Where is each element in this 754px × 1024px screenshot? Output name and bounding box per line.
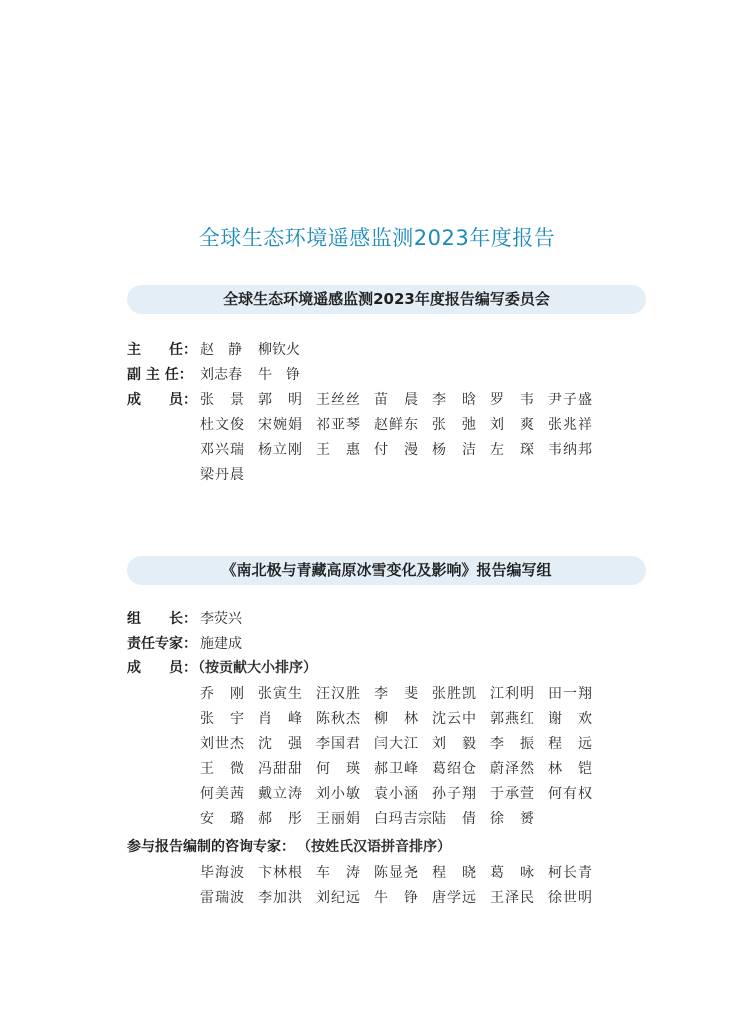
vice-director-label: 副 主 任： <box>127 367 193 383</box>
name: 闫大江 <box>374 736 418 752</box>
name: 陆 倩 <box>432 811 476 827</box>
name: 张 弛 <box>432 417 476 433</box>
name: 于承萱 <box>490 786 534 802</box>
name: 郭 明 <box>258 392 302 408</box>
name: 刘小敏 <box>316 786 360 802</box>
name: 柳钦火 <box>258 342 300 358</box>
name: 牛 铮 <box>374 890 418 906</box>
name: 赵 静 <box>200 342 242 358</box>
name: 李加洪 <box>258 890 302 906</box>
consultants-sort-note: （按姓氏汉语拼音排序） <box>297 839 451 855</box>
name: 田一翔 <box>548 686 592 702</box>
expert-label: 责任专家： <box>127 636 197 652</box>
name: 刘志春 <box>200 367 242 383</box>
name: 何 瑛 <box>316 761 360 777</box>
consultants-label: 参与报告编制的咨询专家： <box>127 839 295 855</box>
name: 程 远 <box>548 736 592 752</box>
name: 张寅生 <box>258 686 302 702</box>
name: 何有权 <box>548 786 592 802</box>
leader-name: 李荧兴 <box>200 611 242 627</box>
director-label: 主 任： <box>127 342 197 358</box>
name: 郝卫峰 <box>374 761 418 777</box>
name: 林 铠 <box>548 761 592 777</box>
name: 沈云中 <box>432 711 476 727</box>
name: 柳 林 <box>374 711 418 727</box>
name: 乔 刚 <box>200 686 244 702</box>
name: 王丽娟 <box>316 811 360 827</box>
members-label: 成 员： <box>127 392 197 408</box>
name: 谢 欢 <box>548 711 592 727</box>
name: 刘世杰 <box>200 736 244 752</box>
name: 张兆祥 <box>548 417 592 433</box>
name: 付 漫 <box>374 442 418 458</box>
name: 徐 赟 <box>490 811 534 827</box>
name: 牛 铮 <box>258 367 300 383</box>
name: 李国君 <box>316 736 360 752</box>
name: 安 璐 <box>200 811 244 827</box>
name: 程 晓 <box>432 865 476 881</box>
name: 刘纪远 <box>316 890 360 906</box>
name: 孙子翔 <box>432 786 476 802</box>
name: 葛绍仓 <box>432 761 476 777</box>
name: 王 微 <box>200 761 244 777</box>
name: 罗 韦 <box>490 392 534 408</box>
name: 苗 晨 <box>374 392 418 408</box>
name: 雷瑞波 <box>200 890 244 906</box>
name: 宋婉娟 <box>258 417 302 433</box>
name: 王泽民 <box>490 890 534 906</box>
name: 刘 爽 <box>490 417 534 433</box>
name: 张胜凯 <box>432 686 476 702</box>
name: 沈 强 <box>258 736 302 752</box>
name: 陈显尧 <box>374 865 418 881</box>
members-sort-note: （按贡献大小排序） <box>191 660 317 676</box>
name: 赵鲜东 <box>374 417 418 433</box>
group-heading: 《南北极与青藏高原冰雪变化及影响》报告编写组 <box>127 556 646 585</box>
name: 杨 洁 <box>432 442 476 458</box>
name: 何美茜 <box>200 786 244 802</box>
name: 葛 咏 <box>490 865 534 881</box>
name: 汪汉胜 <box>316 686 360 702</box>
name: 蔚泽然 <box>490 761 534 777</box>
name: 袁小涵 <box>374 786 418 802</box>
name: 韦纳邦 <box>548 442 592 458</box>
members-label: 成 员： <box>127 660 197 676</box>
name: 江利明 <box>490 686 534 702</box>
name: 徐世明 <box>548 890 592 906</box>
name: 刘 毅 <box>432 736 476 752</box>
name: 白玛吉宗 <box>374 811 432 827</box>
name: 戴立涛 <box>258 786 302 802</box>
name: 王 惠 <box>316 442 360 458</box>
name: 梁丹晨 <box>200 467 244 483</box>
name: 郭燕红 <box>490 711 534 727</box>
name: 王丝丝 <box>316 392 360 408</box>
name: 柯长青 <box>548 865 592 881</box>
name: 祁亚琴 <box>316 417 360 433</box>
name: 肖 峰 <box>258 711 302 727</box>
name: 左 琛 <box>490 442 534 458</box>
name: 尹子盛 <box>548 392 592 408</box>
name: 张 景 <box>200 392 244 408</box>
name: 李 晗 <box>432 392 476 408</box>
name: 陈秋杰 <box>316 711 360 727</box>
name: 邓兴瑞 <box>200 442 244 458</box>
name: 杜文俊 <box>200 417 244 433</box>
leader-label: 组 长： <box>127 611 197 627</box>
name: 毕海波 <box>200 865 244 881</box>
name: 李 斐 <box>374 686 418 702</box>
name: 唐学远 <box>432 890 476 906</box>
name: 张 宇 <box>200 711 244 727</box>
name: 车 涛 <box>316 865 360 881</box>
report-title: 全球生态环境遥感监测2023年度报告 <box>198 226 556 250</box>
name: 郝 彤 <box>258 811 302 827</box>
committee-heading: 全球生态环境遥感监测2023年度报告编写委员会 <box>127 285 646 314</box>
name: 李 振 <box>490 736 534 752</box>
expert-name: 施建成 <box>200 636 242 652</box>
name: 杨立刚 <box>258 442 302 458</box>
name: 冯甜甜 <box>258 761 302 777</box>
name: 卞林根 <box>258 865 302 881</box>
